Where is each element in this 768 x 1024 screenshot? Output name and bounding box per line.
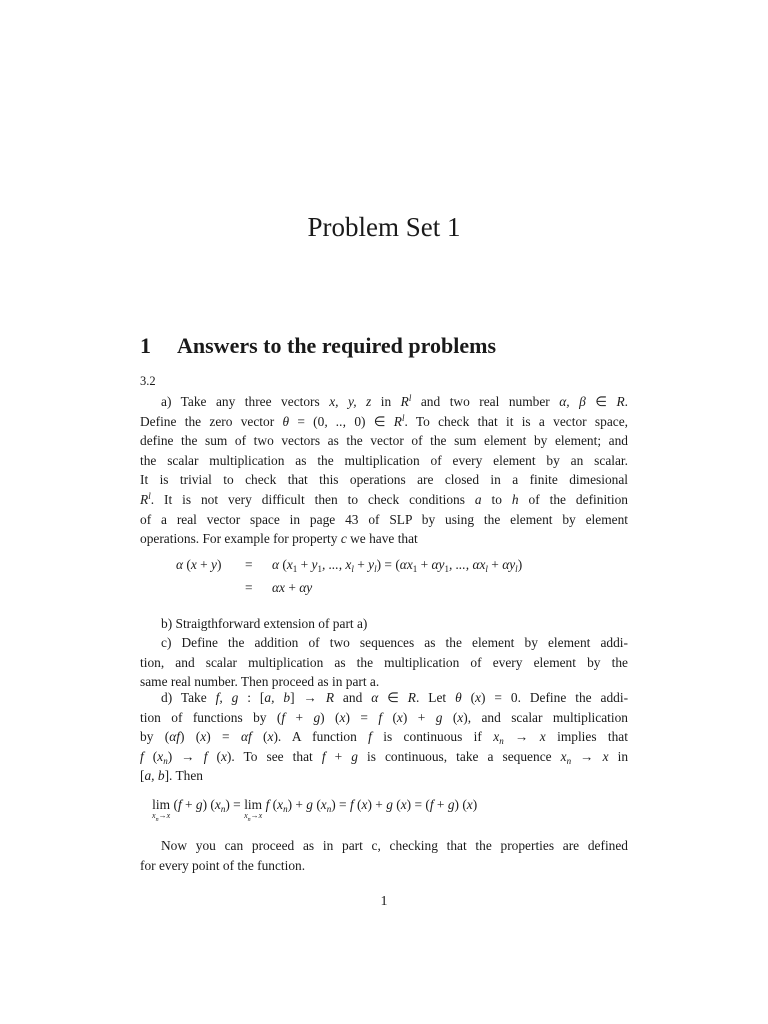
- page-title: Problem Set 1: [307, 212, 461, 242]
- paragraph-line: f $(x_n) \to f$ (x). To see that f + g is continuous, take a sequence $x_n \to x$ in: [140, 748, 629, 766]
- equation-rhs-1: α ($x_1 + y_1$, ..., $x_l + y_l) = (\alpha x_1 + \alpha y_1$, ..., $\alpha x_l + \alpha y_l$): [272, 557, 523, 574]
- closing-paragraph: [140, 836, 628, 875]
- paragraph-line: d) Take f, g : [a, b] → R and α ∈ R. Let θ (x) = 0. Define the addi-: [161, 690, 629, 705]
- problem-label: 3.2: [140, 374, 156, 388]
- lim-operator: lim $x_n\to x$: [152, 797, 171, 823]
- paragraph-line: Define the zero vector θ = (0, .., 0) ∈ $R^l$. To check that it is a vector space,: [140, 412, 629, 429]
- section-heading: [140, 333, 496, 359]
- paragraph-line: c) Define the addition of two sequences as the element by element addi-: [161, 635, 628, 650]
- paragraph-line: tion of functions by (f + g) (x) = f (x) + g (x), and scalar multiplication: [140, 709, 628, 725]
- paragraph-line: of a real vector space in page 43 of SLP by using the element by element: [140, 511, 628, 527]
- paragraph-line: for every point of the function.: [140, 857, 306, 873]
- paragraph-line: a) Take any three vectors x, y, z in $R^l$ and two real number α, β ∈ R.: [161, 393, 628, 409]
- equation-operator: =: [245, 580, 253, 595]
- paragraph-line: the scalar multiplication as the multiplication of every element by an scalar.: [140, 452, 628, 468]
- paragraph-line: same real number. Then proceed as in part a.: [140, 674, 380, 690]
- limit-equation: lim $x_n\to x$ (f + g) $(x_n) = \lim$ $x_n\to x$ f $(x_n) + g$ $(x_n) = f$ (x) + g (x) = (f + g) (x): [152, 797, 478, 823]
- section-number: 1: [140, 333, 151, 358]
- section-title: Answers to the required problems: [177, 333, 496, 358]
- part-d-paragraph: [140, 688, 628, 786]
- paragraph-line: operations. For example for property c we have that: [140, 531, 418, 547]
- equation-line-1: α (x + y): [176, 557, 222, 572]
- part-a-paragraph: [140, 392, 628, 549]
- page-number: 1: [380, 894, 388, 909]
- paragraph-line: b) Straigthforward extension of part a): [161, 616, 368, 631]
- paragraph-line: tion, and scalar multiplication as the multiplication of every element by the: [140, 654, 628, 670]
- paragraph-line: $R^l$. It is not very difficult then to check conditions a to h of the definition: [140, 490, 628, 507]
- paragraph-line: It is trivial to check that this operations are closed in a finite dimesional: [140, 472, 628, 488]
- equation-rhs-2: αx + αy: [272, 580, 313, 595]
- part-b-paragraph: [140, 614, 628, 634]
- lim-operator: lim $x_n\to x$: [244, 797, 263, 823]
- paragraph-line: Now you can proceed as in part c, checking that the properties are defined: [161, 838, 628, 853]
- paragraph-line: define the sum of two vectors as the vector of the sum element by element; and: [140, 433, 628, 449]
- equation-operator: =: [245, 557, 253, 572]
- part-c-paragraph: [140, 633, 628, 692]
- paragraph-line: by (αf) (x) = αf (x). A function f is continuous if $x_n \to x$ implies that: [140, 729, 628, 747]
- paragraph-line: [a, b]. Then: [140, 768, 203, 784]
